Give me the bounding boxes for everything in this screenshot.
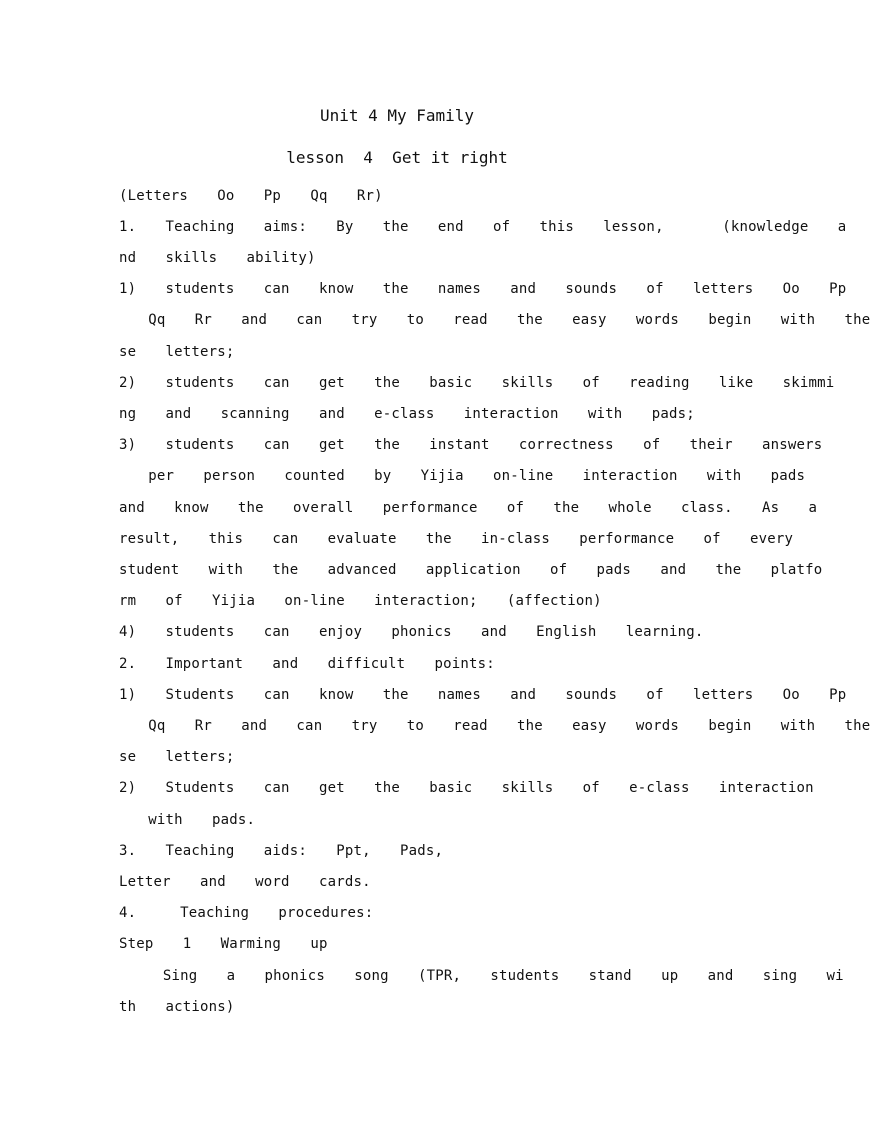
text-line: Letter and word cards. [119, 874, 371, 890]
text-line: 3. Teaching aids: Ppt, Pads, [119, 843, 444, 859]
text-line: ng and scanning and e-class interaction with pads; [119, 406, 695, 422]
text-line: 4. Teaching procedures: [119, 905, 374, 921]
text-line: 1) students can know the names and sounds of letters Oo Pp [119, 281, 847, 297]
text-line: result, this can evaluate the in-class performance of every [119, 531, 794, 547]
text-line: Qq Rr and can try to read the easy words begin with the [119, 718, 870, 734]
document-subtitle: lesson 4 Get it right [286, 148, 508, 167]
text-line: rm of Yijia on-line interaction; (affection) [119, 593, 602, 609]
text-line: per person counted by Yijia on-line interaction with pads [119, 468, 806, 484]
text-line: 2) Students can get the basic skills of e-class interaction [119, 780, 814, 796]
text-line: with pads. [119, 812, 256, 828]
text-line: se letters; [119, 344, 235, 360]
text-line: se letters; [119, 749, 235, 765]
text-line: (Letters Oo Pp Qq Rr) [119, 188, 383, 204]
text-line: 1) Students can know the names and sounds of letters Oo Pp [119, 687, 847, 703]
text-line: 3) students can get the instant correctness of their answers [119, 437, 823, 453]
text-line: 2) students can get the basic skills of reading like skimmi [119, 375, 835, 391]
text-line: and know the overall performance of the whole class. As a [119, 500, 818, 516]
text-line: Sing a phonics song (TPR, students stand up and sing wi [119, 968, 844, 984]
text-line: Qq Rr and can try to read the easy words begin with the [119, 312, 870, 328]
document-title: Unit 4 My Family [319, 106, 475, 125]
text-line: Step 1 Warming up [119, 936, 328, 952]
text-line: student with the advanced application of pads and the platfo [119, 562, 823, 578]
text-line: 4) students can enjoy phonics and English learning. [119, 624, 704, 640]
text-line: th actions) [119, 999, 235, 1015]
text-line: 2. Important and difficult points: [119, 656, 495, 672]
text-line: nd skills ability) [119, 250, 316, 266]
text-line: 1. Teaching aims: By the end of this lesson, (knowledge a [119, 219, 847, 235]
